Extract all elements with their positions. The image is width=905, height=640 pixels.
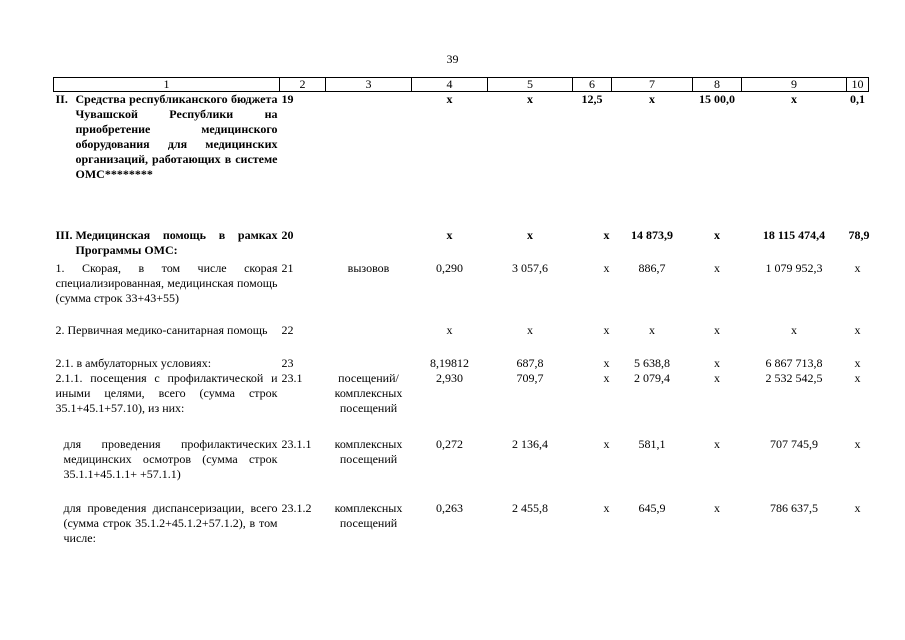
table-row [54,501,869,565]
line-code: 19 [281,92,294,106]
column-header: 6 [573,78,612,92]
row-name: 2. Первичная медико-санитарная помощь [55,322,268,337]
cell-col6: 12,5 [581,92,603,106]
cell-col9: 1 079 952,3 [765,260,823,275]
line-code: 23 [281,355,294,370]
unit: посещений/ комплексных посещений [334,370,403,415]
unit [326,323,412,356]
cell-col8: х [714,436,720,451]
column-header: 5 [488,78,573,92]
table-row [54,261,869,323]
cell-col6: х [603,322,610,337]
cell-col9: х [791,322,797,337]
column-header: 9 [742,78,847,92]
cell-col5: 687,8 [516,355,544,370]
line-code: 20 [281,227,294,242]
cell-col7: х [649,322,655,337]
line-code: 22 [281,322,294,337]
row-name: Средства республиканского бюджета Чувашской Республики на приобретение медицинского оборудования для медицинских организаций, работающих в системе ОМС******** [75,92,278,181]
column-header: 8 [693,78,742,92]
cell-col6: х [603,370,610,385]
unit: комплексных посещений [334,436,403,466]
cell-col6: х [603,355,610,370]
cell-col7: 886,7 [638,260,666,275]
cell-col4: 0,290 [436,260,463,275]
cell-col10: 0,1 [850,92,865,106]
cell-col8: х [714,260,720,275]
cell-col6: х [603,436,610,451]
cell-col4: х [446,92,453,106]
cell-col8: х [714,322,720,337]
cell-col4: 2,930 [436,370,463,385]
column-header: 4 [412,78,488,92]
row-name: для проведения диспансеризации, всего (сумма строк 35.1.2+45.1.2+57.1.2), в том числе: [63,500,278,545]
table-row [54,371,869,437]
unit: комплексных посещений [334,500,403,530]
table-row [54,228,869,261]
cell-col4: 0,272 [436,436,463,451]
line-code: 23.1.2 [281,500,312,515]
column-header: 3 [326,78,412,92]
column-header: 10 [847,78,869,92]
cell-col7: 14 873,9 [631,227,673,242]
cell-col7: 581,1 [638,436,666,451]
cell-col9: х [791,92,797,106]
cell-col10: 78,9 [848,227,870,242]
cell-col7: 5 638,8 [634,355,670,370]
cell-col10: х [854,322,861,337]
column-header: 2 [280,78,326,92]
cell-col5: 709,7 [516,370,544,385]
cell-col8: х [714,227,720,242]
line-code: 23.1.1 [281,436,312,451]
section-number: III. [55,227,73,242]
unit: вызовов [347,260,390,275]
cell-col9: 6 867 713,8 [765,355,823,370]
cell-col10: х [854,436,861,451]
cell-col10: х [854,355,861,370]
table-header-row [54,78,869,92]
line-code: 21 [281,260,294,275]
row-name-cell [54,92,280,182]
cell-col10: х [854,500,861,515]
section-number: II. [55,92,68,106]
column-header: 1 [54,78,280,92]
unit [326,228,412,261]
unit [326,92,412,228]
cell-col4: х [446,227,453,242]
cell-col5: 2 455,8 [512,500,548,515]
table-row [54,356,869,371]
line-code: 23.1 [281,370,303,385]
cell-col6: х [603,500,610,515]
cell-col7: 2 079,4 [634,370,670,385]
table-row [54,92,869,228]
page-number: 39 [446,52,459,66]
cell-col8: 15 00,0 [699,92,735,106]
row-name: 1. Скорая, в том числе скорая специализированная, медицинская помощь (сумма строк 33+43+55) [55,260,278,305]
row-name: 2.1.1. посещения с профилактической и иными целями, всего (сумма строк 35.1+45.1+57.10), из них: [55,370,278,415]
cell-col8: х [714,355,720,370]
cell-col10: х [854,260,861,275]
cell-col5: х [527,92,533,106]
cell-col5: х [527,322,533,337]
row-name: 2.1. в амбулаторных условиях: [55,355,212,370]
budget-table [53,77,869,565]
cell-col8: х [714,370,720,385]
cell-col7: 645,9 [638,500,666,515]
cell-col5: 3 057,6 [512,260,548,275]
unit [326,356,412,371]
cell-col5: х [527,227,533,242]
cell-col9: 786 637,5 [770,500,818,515]
cell-col6: х [603,227,610,242]
cell-col6: х [603,260,610,275]
row-name: Медицинская помощь в рамках Программы ОМС: [75,227,278,257]
row-name-cell [54,228,280,258]
cell-col9: 18 115 474,4 [762,227,826,242]
cell-col4: 0,263 [436,500,463,515]
column-header: 7 [612,78,693,92]
cell-col10: х [854,370,861,385]
cell-col4: 8,19812 [430,355,469,370]
table-row [54,437,869,501]
cell-col8: х [714,500,720,515]
cell-col7: х [649,92,655,106]
cell-col9: 2 532 542,5 [765,370,823,385]
cell-col5: 2 136,4 [512,436,548,451]
row-name: для проведения профилактических медицинских осмотров (сумма строк 35.1.1+45.1.1+ +57.1.1) [63,436,278,481]
table-row [54,323,869,356]
cell-col9: 707 745,9 [770,436,818,451]
cell-col4: х [446,322,453,337]
